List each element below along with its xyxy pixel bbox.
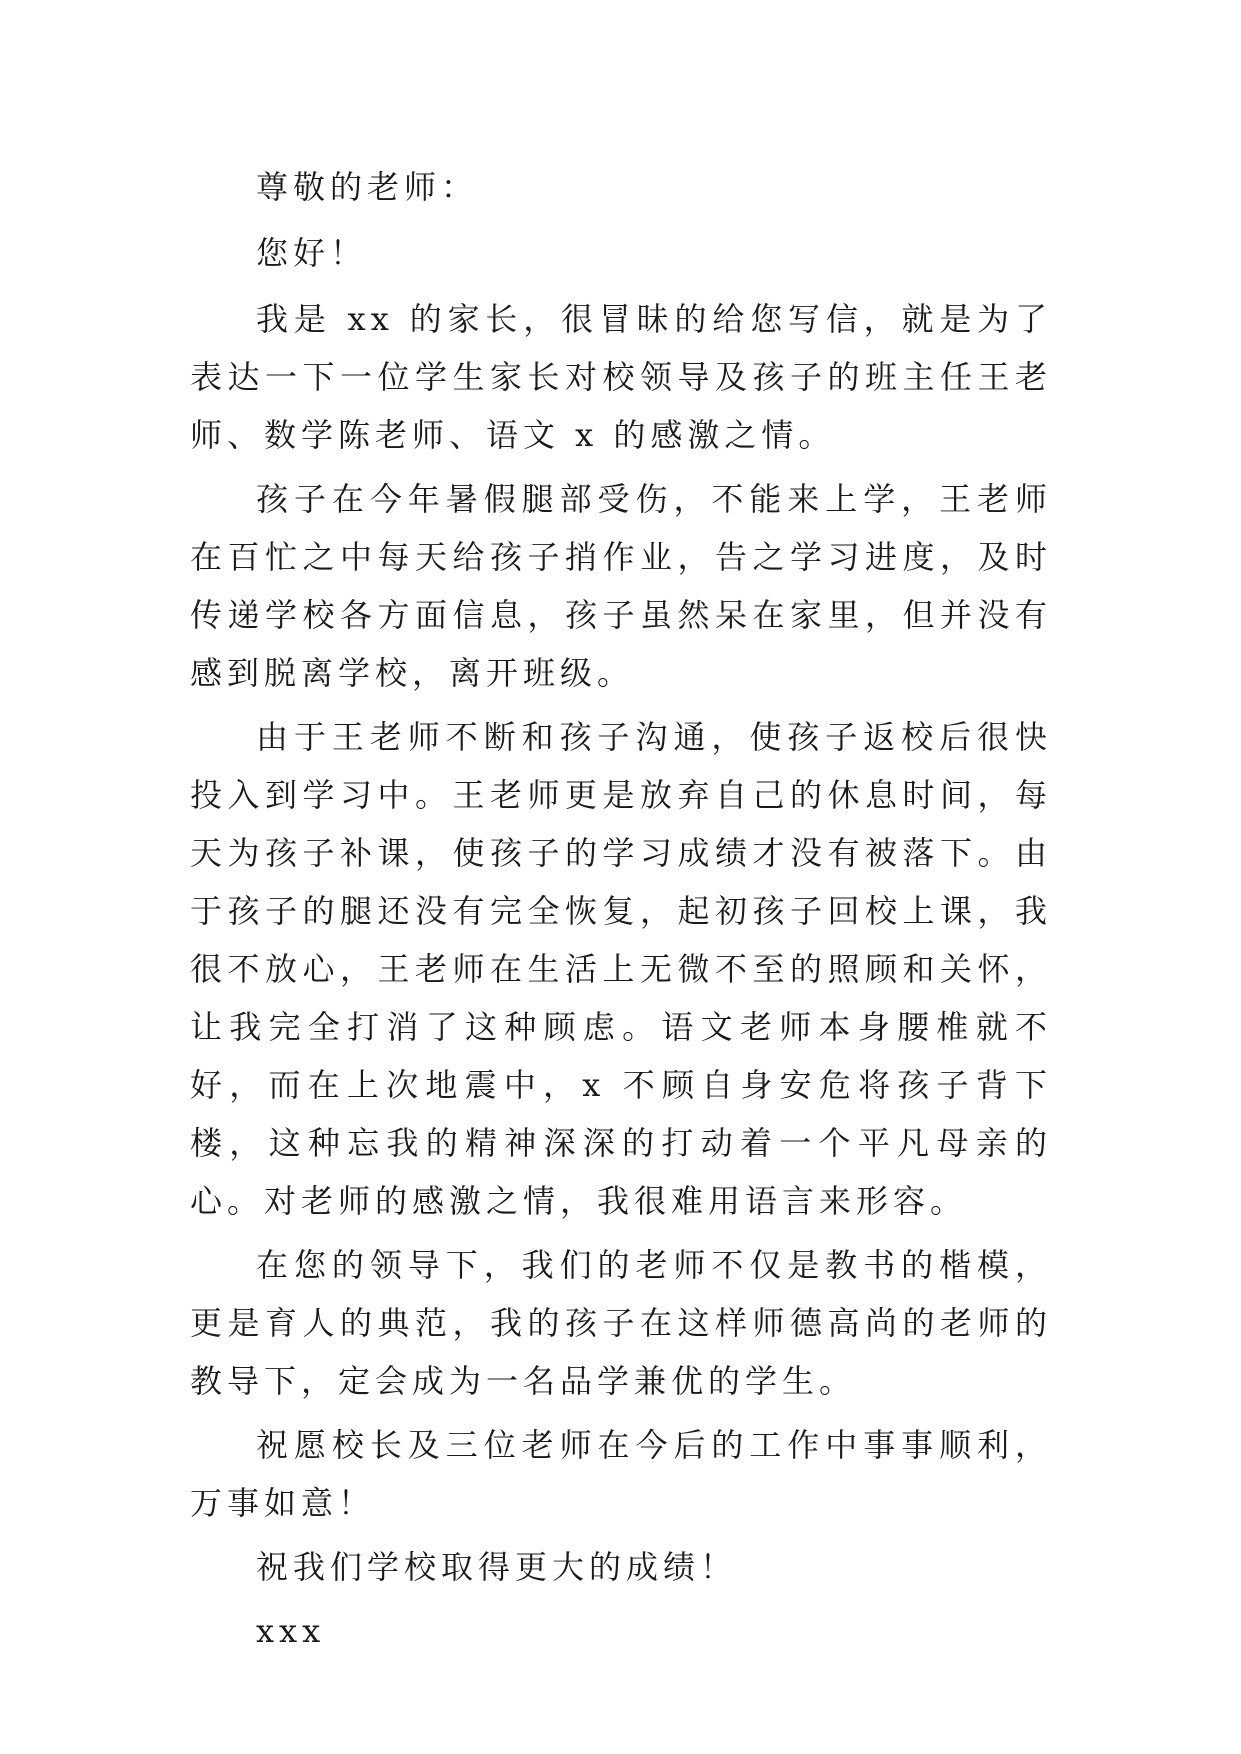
letter-paragraph: 我是 xx 的家长，很冒昧的给您写信，就是为了表达一下一位学生家长对校领导及孩子的班主任王老师、数学陈老师、语文 x 的感激之情。 <box>190 300 1052 454</box>
letter-paragraph: 由于王老师不断和孩子沟通，使孩子返校后很快投入到学习中。王老师更是放弃自己的休息时间，每天为孩子补课，使孩子的学习成绩才没有被落下。由于孩子的腿还没有完全恢复，起初孩子回校上课，我很不放心，王老师在生活上无微不至的照顾和关怀，让我完全打消了这种顾虑。语文老师本身腰椎就不好，而在上次地震中，x 不顾自身安危将孩子背下楼，这种忘我的精神深深的打动着一个平凡母亲的心。对老师的感激之情，我很难用语言来形容。 <box>190 718 1052 1220</box>
letter-signature: xxx <box>256 1612 326 1650</box>
letter-paragraph: 在您的领导下，我们的老师不仅是教书的楷模，更是育人的典范，我的孩子在这样师德高尚的老师的教导下，定会成为一名品学兼优的学生。 <box>190 1246 1052 1400</box>
letter-paragraph: 祝愿校长及三位老师在今后的工作中事事顺利，万事如意！ <box>190 1426 1052 1522</box>
letter-paragraph: 孩子在今年暑假腿部受伤，不能来上学，王老师在百忙之中每天给孩子捎作业，告之学习进度，及时传递学校各方面信息，孩子虽然呆在家里，但并没有感到脱离学校，离开班级。 <box>190 480 1052 692</box>
letter-greeting: 您好！ <box>256 234 368 272</box>
letter-salutation: 尊敬的老师： <box>256 168 479 206</box>
letter-paragraph: 祝我们学校取得更大的成绩！ <box>256 1548 738 1586</box>
letter-body <box>190 158 1052 1668</box>
